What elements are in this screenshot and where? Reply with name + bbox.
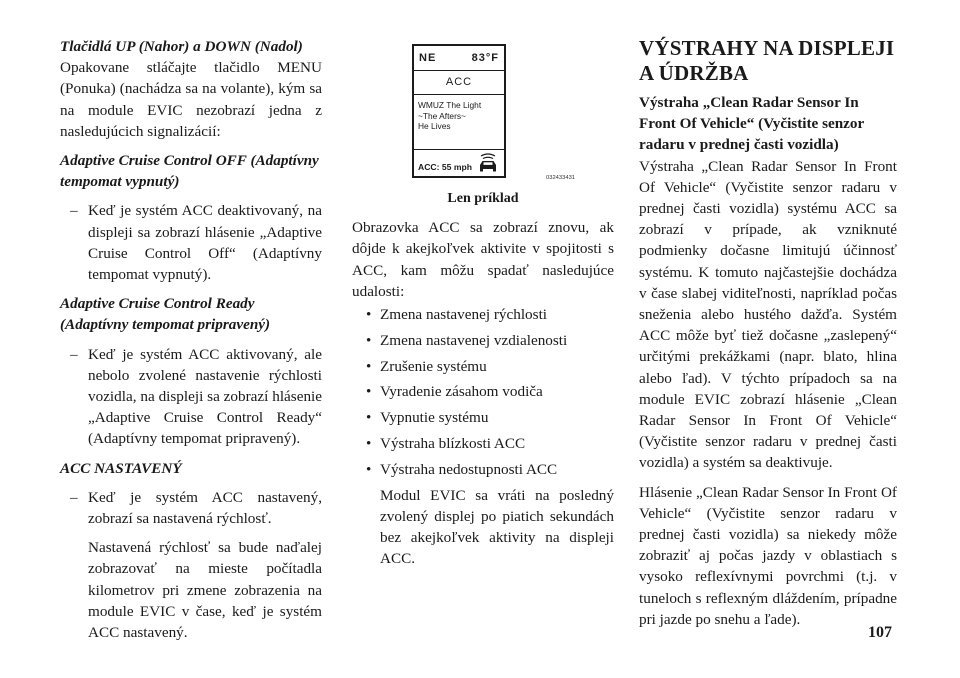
temperature-readout: 83°F [471,52,499,64]
section-title-set: ACC NASTAVENÝ [60,459,182,477]
radio-line: He Lives [418,121,451,132]
section-heading: VÝSTRAHY NA DISPLEJI A ÚDRŽBA [639,36,895,85]
right-column [639,36,897,630]
bullet-marker: • [366,409,372,427]
list-item: • Vypnutie systému [366,407,614,428]
bullet-marker: • [366,435,372,452]
screen-speed-bar [414,149,504,176]
screen-status-bar [414,46,504,71]
warning-paragraph-2: Hlásenie „Clean Radar Sensor In Front Of Vehicle“ (Vyčistite senzor radaru v prednej časti vozidla) sa niekedy môže zobraziť aj počas jazdy v oblastiach s vysoko reflexívnymi povrchmi (t.j. v tuneloch s reflexným dláždením, prípadne pri jazde po snehu a ľade). [639,483,897,628]
compass-readout: NE [419,52,437,64]
page-number: 107 [868,624,892,641]
left-column [60,36,322,643]
list-item: • Zmena nastavenej rýchlosti [366,304,614,325]
dash-marker: – [70,202,78,220]
figure-caption: Len príklad [447,191,519,206]
evic-return-note: Modul EVIC sa vráti na posledný zvolený displej po piatich sekundách bez akejkoľvek aktivity na displeji ACC. [380,486,614,568]
bullet-marker: • [366,383,372,401]
radio-message [414,95,504,132]
list-item: • Výstraha nedostupnosti ACC [366,459,614,480]
bullet-marker: • [366,331,372,349]
dash-marker: – [70,488,78,506]
warning-subheading: Výstraha „Clean Radar Sensor In Front Of Vehicle“ (Vyčistite senzor radaru v prednej časti vozidla) [639,94,864,154]
menu-intro: Opakovane stláčajte tlačidlo MENU (Ponuka) (nachádza sa na volante), kým sa na module EVIC nezobrazí jedna z nasledujúcich signalizácií: [60,59,322,140]
section-title-ready: Adaptive Cruise Control Ready (Adaptívny tempomat pripravený) [60,295,271,334]
evic-display-figure [412,44,582,181]
acc-redisplay-intro: Obrazovka ACC sa zobrazí znovu, ak dôjde k akejkoľvek aktivite v spojitosti s ACC, kam môžu spadať nasledujúce udalosti: [352,219,614,300]
list-item: • Zrušenie systému [366,356,614,377]
warning-paragraph-1: Výstraha „Clean Radar Sensor In Front Of Vehicle“ (Vyčistite senzor radaru v prednej časti vozidla) systému ACC sa zobrazí v prípade, ak vzniknuté podmienky dočasne limitujú účinnosť systému. K tomuto najčastejšie dochádza v čase slabej viditeľnosti, napríklad počas sneženia alebo hustého dažďa. Systém ACC môže byť tiež dočasne „zaslepený“ určitými prekážkami (napr. blato, hlina alebo ľad). V týchto prípadoch sa na module EVIC zobrazí hlásenie „Clean Radar Sensor In Front Of Vehicle“ (Vyčistite senzor radaru v prednej časti vozidla) a systém sa deaktivuje. [639,157,897,472]
screen-mode-label: ACC [414,71,504,95]
radio-line: ~The Afters~ [418,110,466,121]
bullet-marker: • [366,460,372,478]
dash-marker: – [70,345,78,363]
acc-events-list [352,304,614,480]
list-item: • Výstraha blízkosti ACC [366,433,614,454]
section-item-ready: – Keď je systém ACC aktivovaný, ale nebolo zvolené nastavenie rýchlosti vozidla, na displeji sa zobrazí hlásenie „Adaptive Cruise Control Ready“ (Adaptívny tempomat pripravený). [70,345,322,448]
section-item-set: – Keď je systém ACC nastavený, zobrazí sa nastavená rýchlosť. [70,488,322,528]
evic-screen [412,44,506,178]
middle-column [352,44,614,569]
list-item: • Vyradenie zásahom vodiča [366,381,614,402]
set-speed-readout: ACC: 55 mph [418,162,472,172]
radio-line: WMUZ The Light [418,100,482,111]
list-item: • Zmena nastavenej vzdialenosti [366,330,614,351]
section-extra-set: Nastavená rýchlosť sa bude naďalej zobrazovať na mieste počítadla kilometrov pri zmene zobrazenia na module EVIC v čase, keď je systém ACC nastavený. [88,539,322,642]
section-item-off: – Keď je systém ACC deaktivovaný, na displeji sa zobrazí hlásenie „Adaptive Cruise Control Off“ (Adaptívny tempomat vypnutý). [70,202,322,284]
bullet-marker: • [366,306,372,324]
section-title-off: Adaptive Cruise Control OFF (Adaptívny tempomat vypnutý) [60,152,319,191]
bullet-marker: • [366,357,372,375]
acc-car-icon [476,153,500,180]
buttons-heading: Tlačidlá UP (Nahor) a DOWN (Nadol) [60,38,303,55]
figure-code: 032433431 [546,175,576,181]
